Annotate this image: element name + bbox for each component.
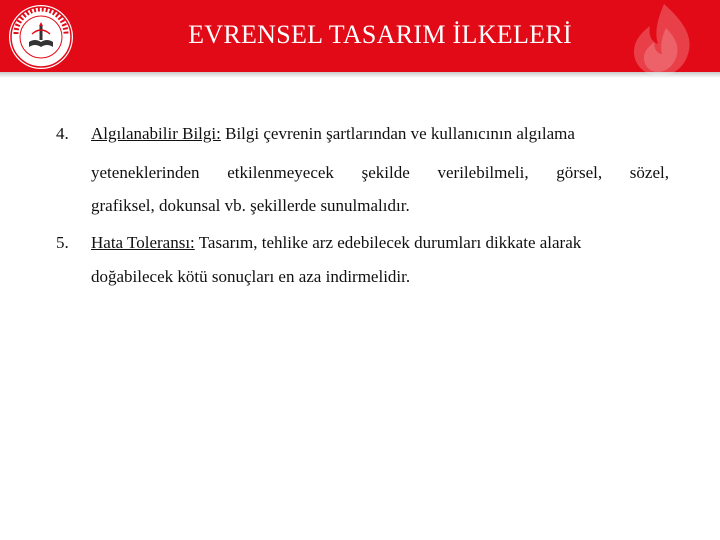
list-item-text: doğabilecek kötü sonuçları en aza indirmelidir.	[91, 267, 411, 286]
list-item-term: Hata Toleransı:	[91, 233, 195, 252]
list-item-text: grafiksel, dokunsal vb. şekillerde sunulmalıdır.	[91, 196, 410, 215]
list-item-line	[91, 124, 575, 144]
list-item-line	[91, 233, 581, 253]
list-item-term: Algılanabilir Bilgi:	[91, 124, 221, 143]
list-item-text: Tasarım, tehlike arz edebilecek durumları dikkate alarak	[194, 233, 582, 252]
page-title: EVRENSEL TASARIM İLKELERİ	[188, 20, 572, 49]
list-item-text: yeteneklerinden etkilenmeyecek şekilde verilebilmeli, görsel, sözel,	[91, 163, 669, 182]
list-item-text: Bilgi çevrenin şartlarından ve kullanıcının algılama	[220, 124, 575, 143]
list-item-number: 4.	[56, 124, 69, 143]
list-item-number: 5.	[56, 233, 69, 252]
